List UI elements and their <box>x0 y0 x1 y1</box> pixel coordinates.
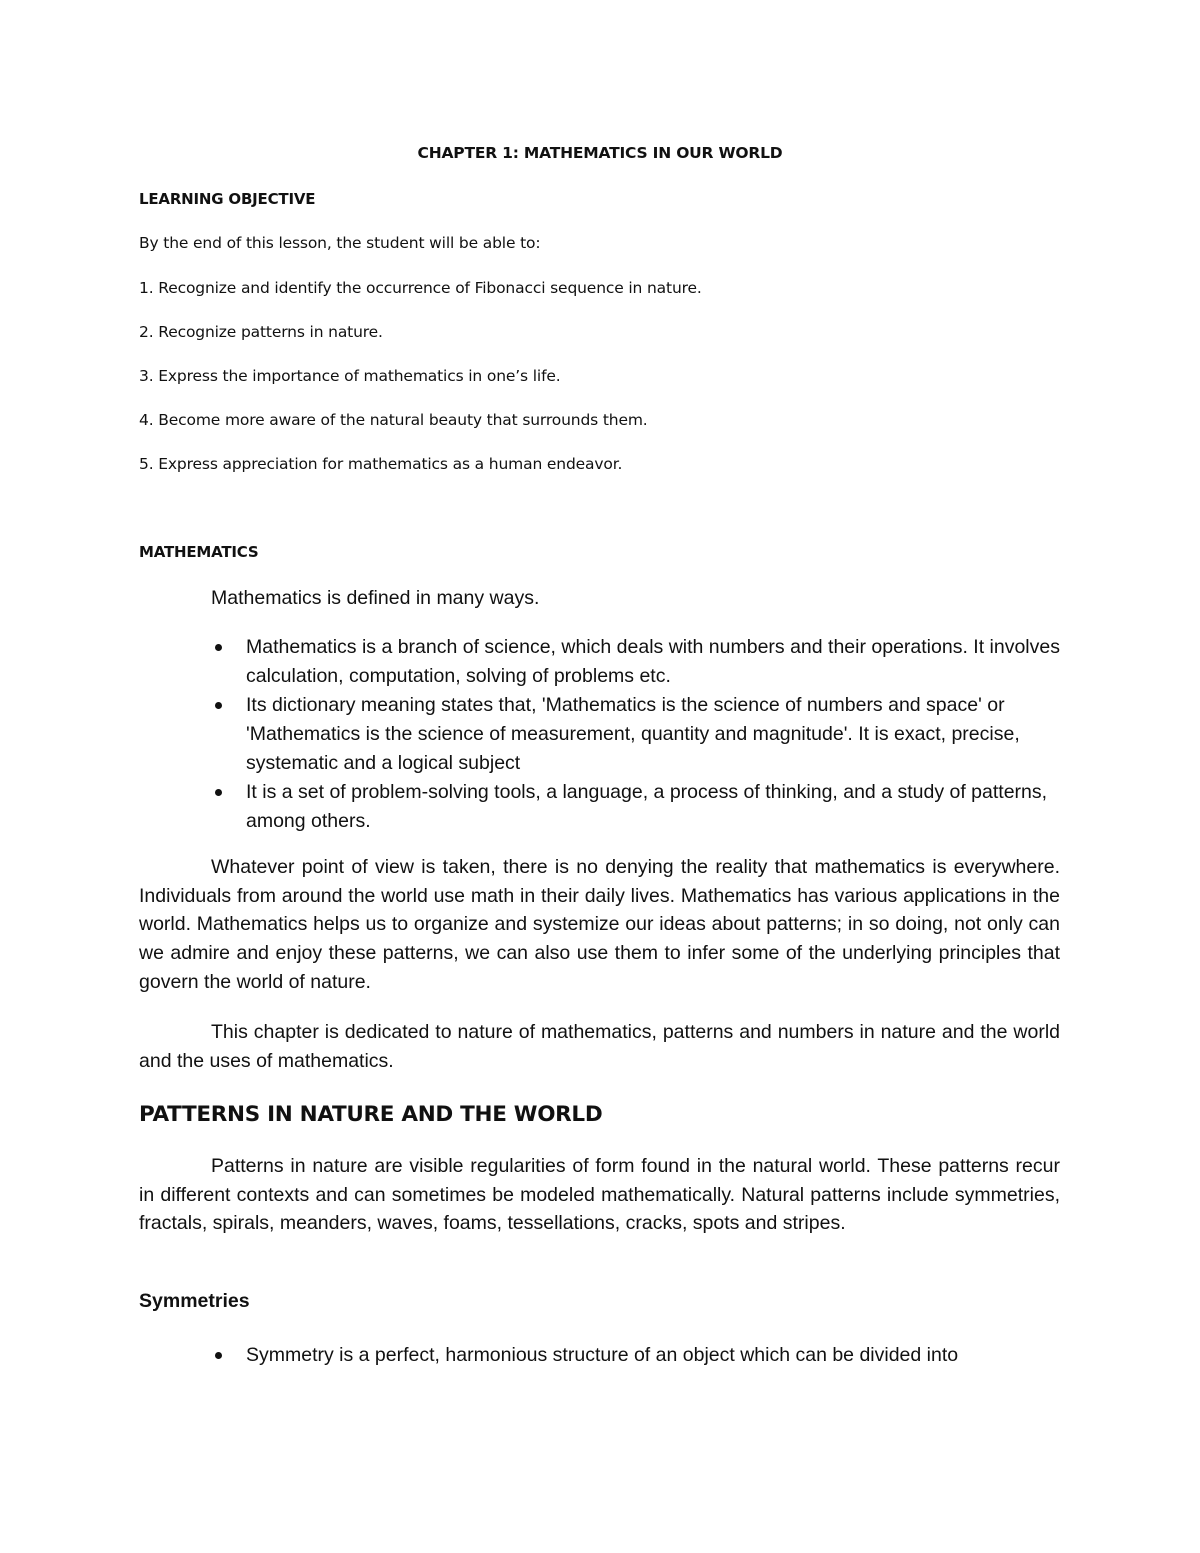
bullet-icon <box>215 789 222 796</box>
list-item <box>211 691 1061 778</box>
paragraph-text: This chapter is dedicated to nature of mathematics, patterns and numbers in nature and the world and the uses of mathematics. <box>139 1021 1060 1072</box>
bullet-text: It is a set of problem-solving tools, a language, a process of thinking, and a study of patterns, among others. <box>246 781 1048 832</box>
bullet-icon <box>215 702 222 709</box>
mathematics-paragraph-2 <box>139 1018 1060 1075</box>
patterns-heading: PATTERNS IN NATURE AND THE WORLD <box>139 1102 603 1127</box>
mathematics-paragraph-1 <box>139 853 1060 997</box>
mathematics-bullet-list <box>211 633 1061 836</box>
symmetries-bullet-list <box>211 1341 1061 1370</box>
patterns-paragraph <box>139 1152 1060 1238</box>
mathematics-heading: MATHEMATICS <box>139 543 259 561</box>
list-item <box>211 778 1061 836</box>
symmetries-heading: Symmetries <box>139 1290 250 1312</box>
objective-item-1: 1. Recognize and identify the occurrence of Fibonacci sequence in nature. <box>139 279 702 297</box>
paragraph-text: Whatever point of view is taken, there is no denying the reality that mathematics is everywhere. Individuals from around the world use math in their daily lives. Mathematics has various applications in the world. Mathematics helps us to organize and systemize our ideas about patterns; in so doing, not only can we admire and enjoy these patterns, we can also use them to infer some of the underlying principles that govern the world of nature. <box>139 856 1060 993</box>
objective-item-3: 3. Express the importance of mathematics in one’s life. <box>139 367 561 385</box>
bullet-text: Its dictionary meaning states that, 'Mathematics is the science of numbers and space' or 'Mathematics is the science of measurement, quantity and magnitude'. It is exact, precise, systematic and a logical subject <box>246 694 1020 774</box>
paragraph-text: Patterns in nature are visible regularities of form found in the natural world. These patterns recur in different contexts and can sometimes be modeled mathematically. Natural patterns include symmetries, fractals, spirals, meanders, waves, foams, tessellations, cracks, spots and stripes. <box>139 1155 1060 1235</box>
learning-objective-heading: LEARNING OBJECTIVE <box>139 190 316 208</box>
bullet-text: Symmetry is a perfect, harmonious structure of an object which can be divided into <box>246 1344 959 1366</box>
objective-item-2: 2. Recognize patterns in nature. <box>139 323 383 341</box>
objective-item-4: 4. Become more aware of the natural beauty that surrounds them. <box>139 411 648 429</box>
bullet-text: Mathematics is a branch of science, which deals with numbers and their operations. It involves calculation, computation, solving of problems etc. <box>246 636 1060 687</box>
objective-intro: By the end of this lesson, the student will be able to: <box>139 234 541 252</box>
bullet-icon <box>215 1352 222 1359</box>
bullet-icon <box>215 644 222 651</box>
list-item <box>211 1341 1061 1370</box>
mathematics-intro: Mathematics is defined in many ways. <box>211 587 540 609</box>
chapter-title: CHAPTER 1: MATHEMATICS IN OUR WORLD <box>417 144 783 162</box>
list-item <box>211 633 1061 691</box>
objective-item-5: 5. Express appreciation for mathematics as a human endeavor. <box>139 455 623 473</box>
